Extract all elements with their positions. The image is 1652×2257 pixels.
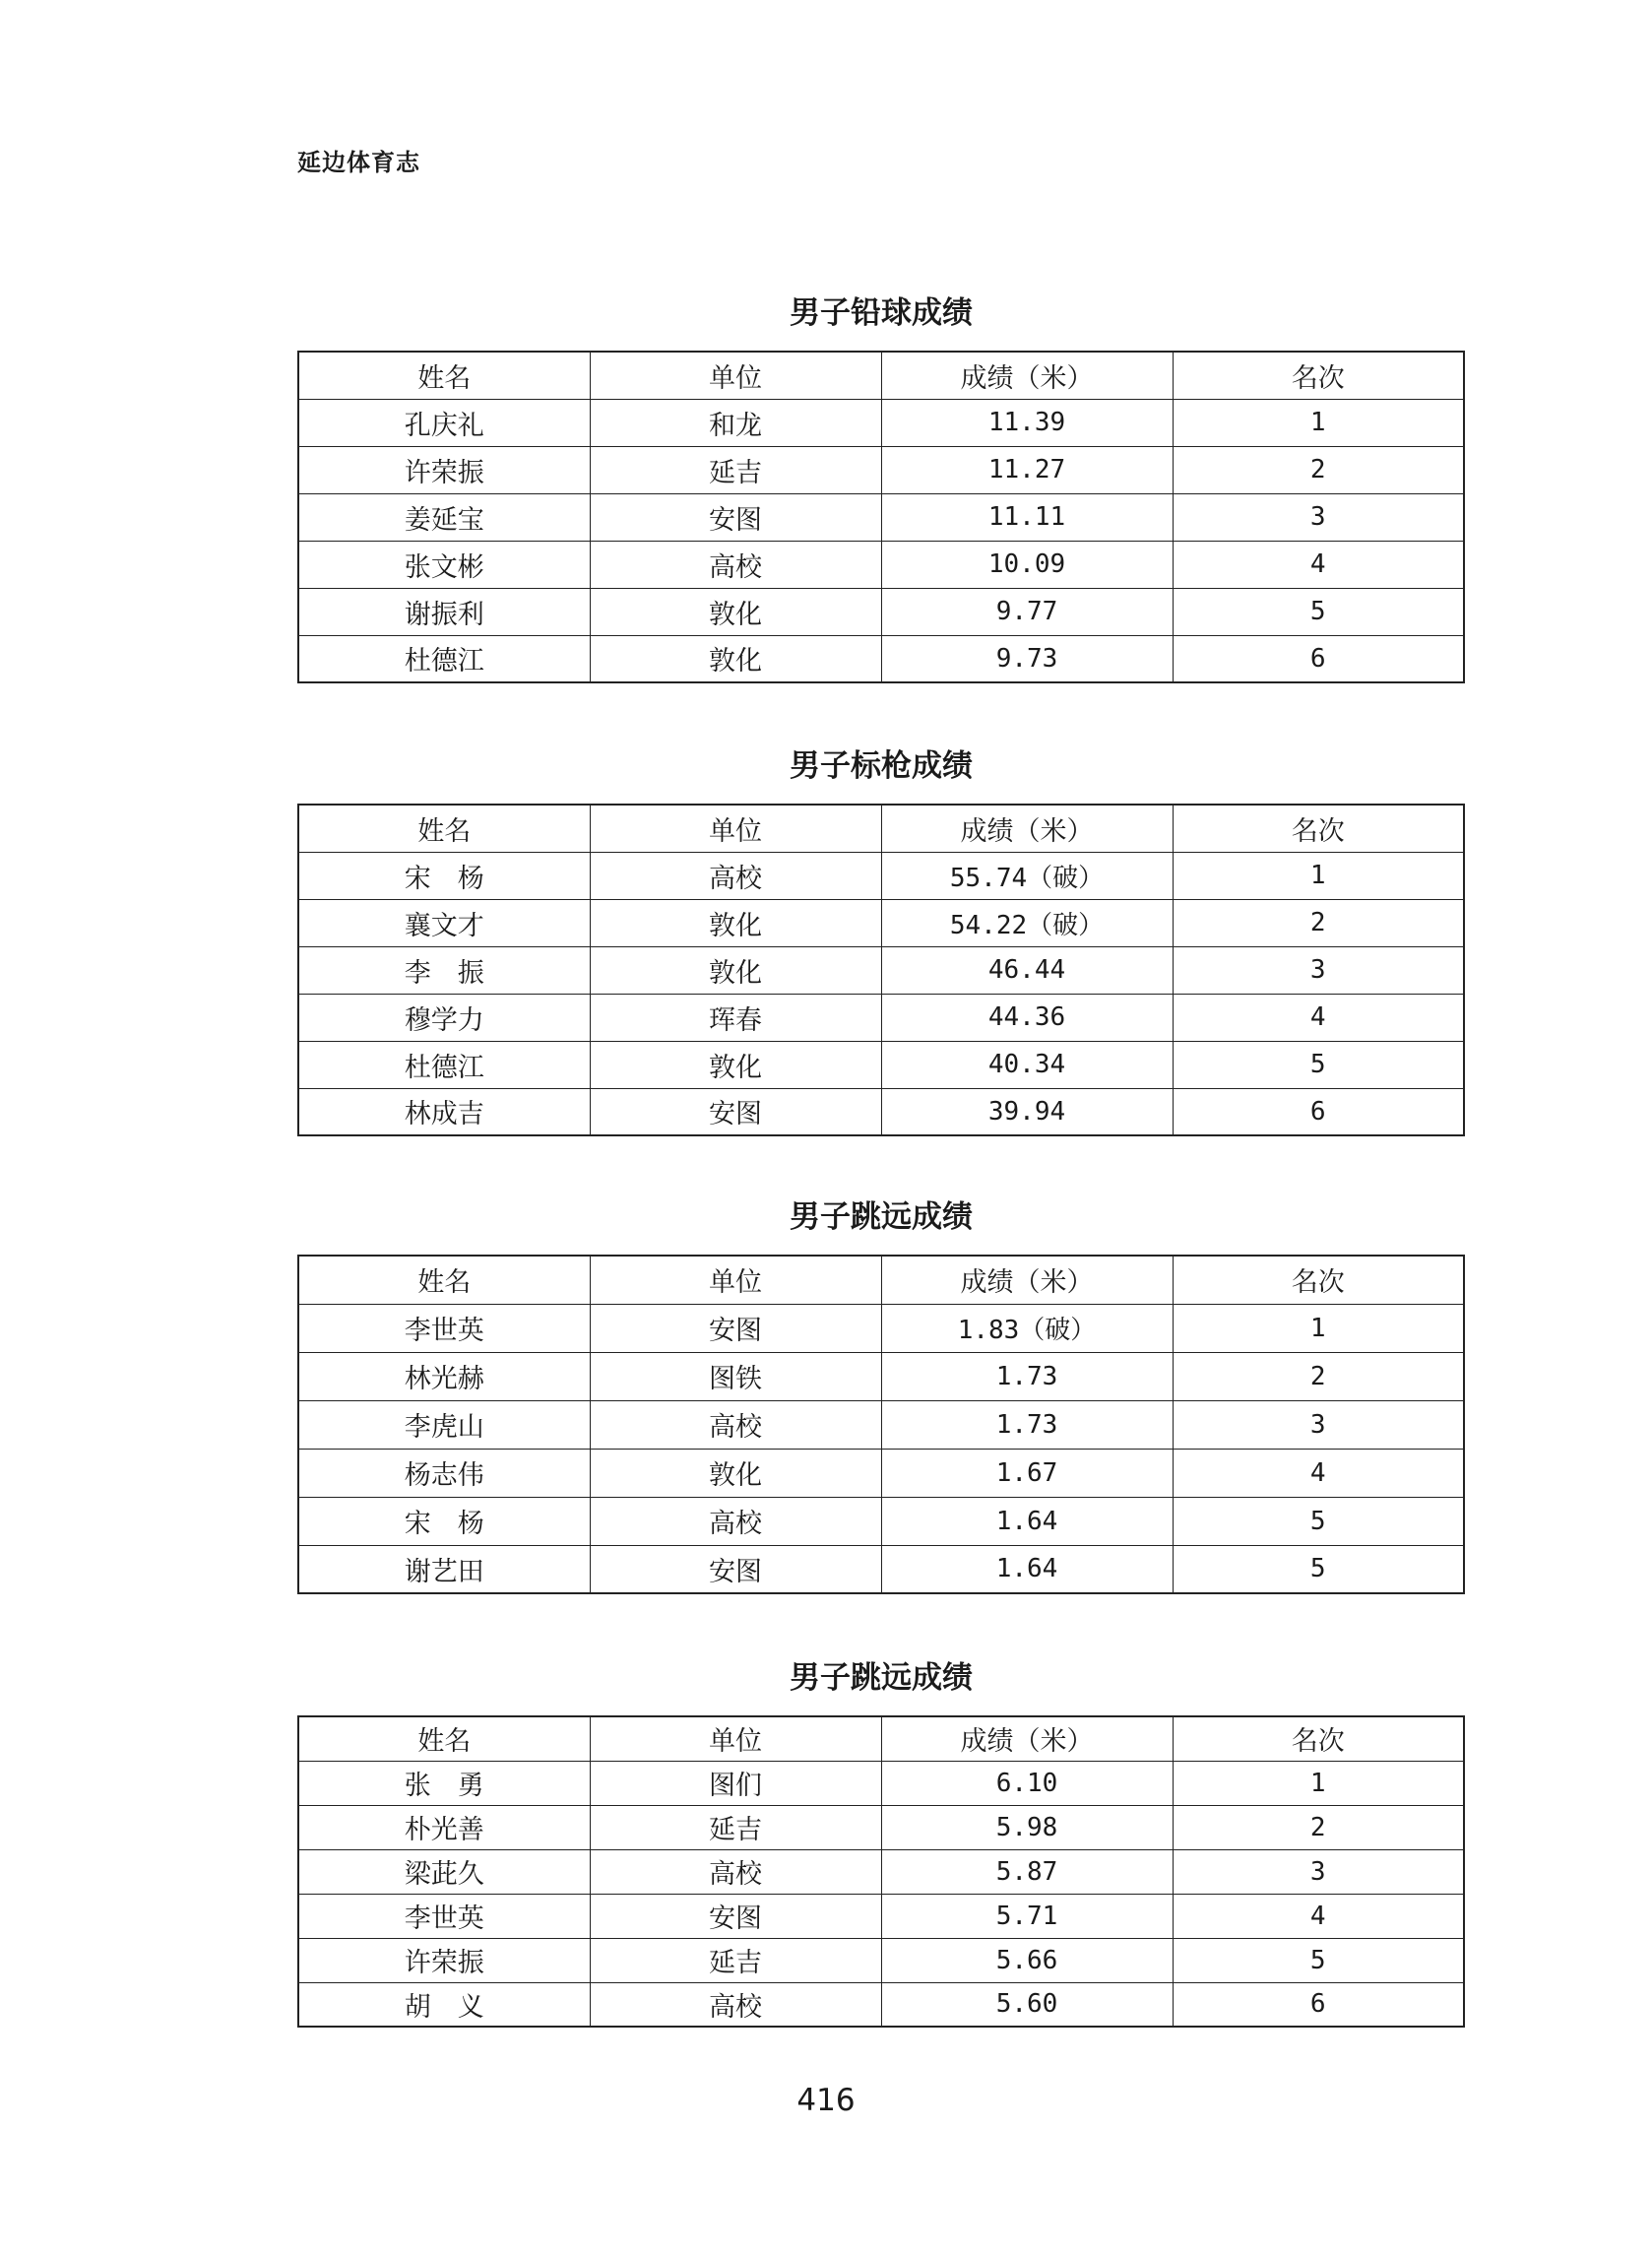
cell-score: 1.64 xyxy=(881,1497,1173,1545)
table-row xyxy=(298,1041,1464,1088)
cell-score: 1.64 xyxy=(881,1545,1173,1593)
cell-unit: 图们 xyxy=(590,1761,881,1805)
cell-unit: 延吉 xyxy=(590,1805,881,1849)
cell-unit: 高校 xyxy=(590,1982,881,2027)
cell-unit: 敦化 xyxy=(590,899,881,946)
cell-score: 44.36 xyxy=(881,994,1173,1041)
cell-rank: 6 xyxy=(1173,1088,1464,1135)
table-row xyxy=(298,1304,1464,1352)
cell-rank: 2 xyxy=(1173,1352,1464,1400)
table-row xyxy=(298,588,1464,635)
cell-rank: 1 xyxy=(1173,399,1464,446)
cell-name: 襄文才 xyxy=(298,899,590,946)
cell-rank: 5 xyxy=(1173,1938,1464,1982)
cell-score: 5.71 xyxy=(881,1894,1173,1938)
cell-score: 11.39 xyxy=(881,399,1173,446)
cell-unit: 高校 xyxy=(590,852,881,899)
cell-unit: 高校 xyxy=(590,1400,881,1449)
cell-unit: 安图 xyxy=(590,493,881,541)
cell-name: 李 振 xyxy=(298,946,590,994)
table-header-row xyxy=(298,1256,1464,1304)
cell-unit: 珲春 xyxy=(590,994,881,1041)
cell-unit: 安图 xyxy=(590,1545,881,1593)
cell-unit: 高校 xyxy=(590,1497,881,1545)
cell-rank: 1 xyxy=(1173,1304,1464,1352)
cell-name: 梁茈久 xyxy=(298,1849,590,1894)
running-head: 延边体育志 xyxy=(297,149,420,176)
results-table xyxy=(297,804,1465,1136)
table-row xyxy=(298,1400,1464,1449)
column-header-score: 成绩（米） xyxy=(881,1716,1173,1761)
cell-name: 朴光善 xyxy=(298,1805,590,1849)
cell-score: 11.11 xyxy=(881,493,1173,541)
table-row xyxy=(298,399,1464,446)
column-header-rank: 名次 xyxy=(1173,352,1464,399)
cell-unit: 敦化 xyxy=(590,635,881,682)
cell-score: 54.22（破） xyxy=(881,899,1173,946)
table-row xyxy=(298,1088,1464,1135)
cell-score: 39.94 xyxy=(881,1088,1173,1135)
cell-rank: 2 xyxy=(1173,446,1464,493)
cell-unit: 延吉 xyxy=(590,1938,881,1982)
column-header-name: 姓名 xyxy=(298,352,590,399)
cell-name: 李世英 xyxy=(298,1304,590,1352)
cell-rank: 5 xyxy=(1173,1497,1464,1545)
cell-score: 9.73 xyxy=(881,635,1173,682)
table-row xyxy=(298,1497,1464,1545)
cell-score: 5.66 xyxy=(881,1938,1173,1982)
column-header-name: 姓名 xyxy=(298,805,590,852)
column-header-unit: 单位 xyxy=(590,1256,881,1304)
cell-name: 李世英 xyxy=(298,1894,590,1938)
cell-unit: 敦化 xyxy=(590,946,881,994)
cell-score: 40.34 xyxy=(881,1041,1173,1088)
cell-name: 姜延宝 xyxy=(298,493,590,541)
cell-score: 9.77 xyxy=(881,588,1173,635)
cell-rank: 4 xyxy=(1173,1894,1464,1938)
column-header-score: 成绩（米） xyxy=(881,352,1173,399)
table-row xyxy=(298,1352,1464,1400)
table-row xyxy=(298,1449,1464,1497)
cell-score: 46.44 xyxy=(881,946,1173,994)
column-header-name: 姓名 xyxy=(298,1256,590,1304)
section-title: 男子铅球成绩 xyxy=(790,295,973,331)
cell-name: 李虎山 xyxy=(298,1400,590,1449)
cell-name: 谢振利 xyxy=(298,588,590,635)
table-row xyxy=(298,1805,1464,1849)
results-table xyxy=(297,1255,1465,1594)
column-header-rank: 名次 xyxy=(1173,805,1464,852)
cell-score: 55.74（破） xyxy=(881,852,1173,899)
cell-unit: 和龙 xyxy=(590,399,881,446)
cell-name: 林光赫 xyxy=(298,1352,590,1400)
cell-score: 11.27 xyxy=(881,446,1173,493)
cell-name: 杜德江 xyxy=(298,1041,590,1088)
results-table xyxy=(297,1715,1465,2028)
cell-rank: 1 xyxy=(1173,852,1464,899)
cell-rank: 4 xyxy=(1173,994,1464,1041)
table-row xyxy=(298,446,1464,493)
page-number: 416 xyxy=(796,2083,856,2118)
section-title: 男子标枪成绩 xyxy=(790,748,973,784)
cell-name: 胡 义 xyxy=(298,1982,590,2027)
column-header-unit: 单位 xyxy=(590,1716,881,1761)
table-row xyxy=(298,541,1464,588)
cell-unit: 敦化 xyxy=(590,1041,881,1088)
cell-name: 宋 杨 xyxy=(298,1497,590,1545)
table-row xyxy=(298,899,1464,946)
column-header-unit: 单位 xyxy=(590,352,881,399)
cell-unit: 敦化 xyxy=(590,588,881,635)
cell-score: 1.73 xyxy=(881,1352,1173,1400)
cell-score: 6.10 xyxy=(881,1761,1173,1805)
cell-name: 宋 杨 xyxy=(298,852,590,899)
cell-name: 杨志伟 xyxy=(298,1449,590,1497)
table-row xyxy=(298,1894,1464,1938)
cell-rank: 1 xyxy=(1173,1761,1464,1805)
cell-name: 张 勇 xyxy=(298,1761,590,1805)
cell-name: 孔庆礼 xyxy=(298,399,590,446)
column-header-rank: 名次 xyxy=(1173,1716,1464,1761)
section-title: 男子跳远成绩 xyxy=(790,1199,973,1235)
cell-name: 林成吉 xyxy=(298,1088,590,1135)
table-row xyxy=(298,1938,1464,1982)
table-row xyxy=(298,635,1464,682)
table-row xyxy=(298,1761,1464,1805)
cell-rank: 3 xyxy=(1173,1849,1464,1894)
table-row xyxy=(298,493,1464,541)
cell-rank: 4 xyxy=(1173,541,1464,588)
cell-score: 5.98 xyxy=(881,1805,1173,1849)
cell-rank: 5 xyxy=(1173,588,1464,635)
cell-rank: 3 xyxy=(1173,946,1464,994)
cell-rank: 2 xyxy=(1173,1805,1464,1849)
cell-unit: 安图 xyxy=(590,1088,881,1135)
table-row xyxy=(298,1982,1464,2027)
cell-rank: 3 xyxy=(1173,493,1464,541)
cell-rank: 5 xyxy=(1173,1545,1464,1593)
cell-score: 1.83（破） xyxy=(881,1304,1173,1352)
cell-rank: 2 xyxy=(1173,899,1464,946)
column-header-score: 成绩（米） xyxy=(881,805,1173,852)
results-table xyxy=(297,351,1465,683)
cell-score: 1.73 xyxy=(881,1400,1173,1449)
table-row xyxy=(298,994,1464,1041)
cell-unit: 高校 xyxy=(590,541,881,588)
cell-name: 穆学力 xyxy=(298,994,590,1041)
cell-score: 1.67 xyxy=(881,1449,1173,1497)
cell-rank: 3 xyxy=(1173,1400,1464,1449)
cell-score: 5.87 xyxy=(881,1849,1173,1894)
cell-unit: 安图 xyxy=(590,1304,881,1352)
cell-unit: 安图 xyxy=(590,1894,881,1938)
cell-name: 张文彬 xyxy=(298,541,590,588)
table-row xyxy=(298,1545,1464,1593)
cell-unit: 高校 xyxy=(590,1849,881,1894)
cell-name: 杜德江 xyxy=(298,635,590,682)
table-row xyxy=(298,852,1464,899)
column-header-name: 姓名 xyxy=(298,1716,590,1761)
section-title: 男子跳远成绩 xyxy=(790,1660,973,1696)
table-header-row xyxy=(298,805,1464,852)
table-header-row xyxy=(298,352,1464,399)
cell-rank: 5 xyxy=(1173,1041,1464,1088)
cell-name: 许荣振 xyxy=(298,446,590,493)
column-header-unit: 单位 xyxy=(590,805,881,852)
table-row xyxy=(298,1849,1464,1894)
cell-score: 10.09 xyxy=(881,541,1173,588)
cell-rank: 6 xyxy=(1173,1982,1464,2027)
cell-rank: 4 xyxy=(1173,1449,1464,1497)
cell-unit: 图铁 xyxy=(590,1352,881,1400)
cell-name: 许荣振 xyxy=(298,1938,590,1982)
table-header-row xyxy=(298,1716,1464,1761)
cell-unit: 延吉 xyxy=(590,446,881,493)
cell-rank: 6 xyxy=(1173,635,1464,682)
column-header-rank: 名次 xyxy=(1173,1256,1464,1304)
table-row xyxy=(298,946,1464,994)
cell-name: 谢艺田 xyxy=(298,1545,590,1593)
cell-unit: 敦化 xyxy=(590,1449,881,1497)
column-header-score: 成绩（米） xyxy=(881,1256,1173,1304)
cell-score: 5.60 xyxy=(881,1982,1173,2027)
